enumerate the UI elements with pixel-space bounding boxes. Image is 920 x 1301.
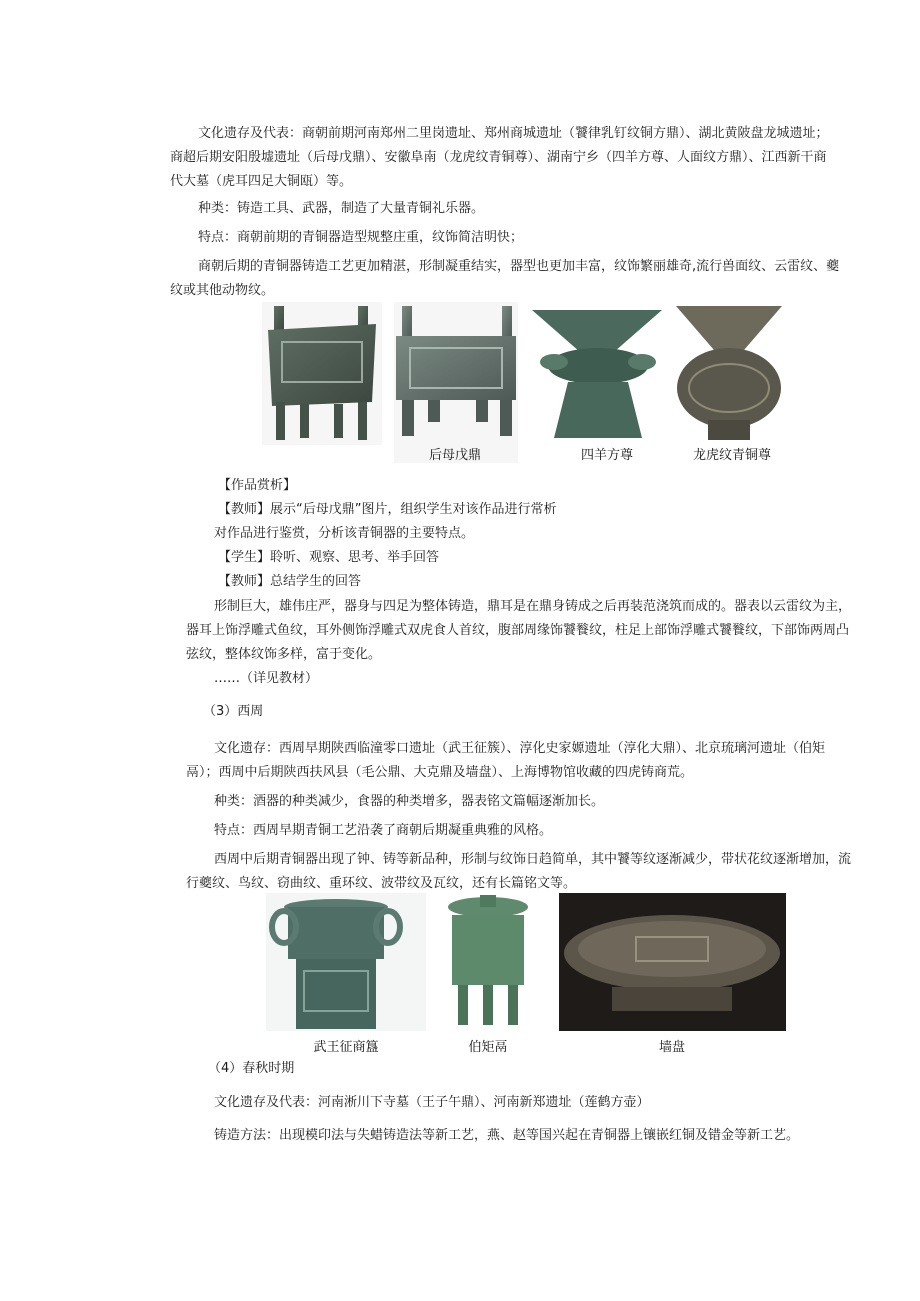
caption-wuwang-gui: 武王征商簋 xyxy=(313,1040,379,1055)
summary-line-1: 形制巨大，雄伟庄严，器身与四足为整体铸造，鼎耳是在鼎身铸成之后再装范浇筑而成的。器表以云雷纹为主， xyxy=(214,599,852,614)
wz-features: 特点：西周早期青铜工艺沿袭了商朝后期凝重典雅的风格。 xyxy=(214,823,553,838)
houmuwu-ding-illustration xyxy=(394,302,518,463)
caption-four-ram-zun: 四羊方尊 xyxy=(580,448,633,463)
teacher-show: 【教师】展示“后母戊鼎”图片，组织学生对该作品进行常析 xyxy=(218,502,557,517)
qiang-pan-illustration xyxy=(559,893,786,1031)
sa-casting: 铸造方法：出现模印法与失蜡铸造法等新工艺，燕、赵等国兴起在青铜器上镶嵌红铜及错金等新工艺。 xyxy=(214,1128,800,1143)
shang-culture-line-2: 商超后期安阳殷墟遗址（后母戊鼎）、安徽阜南（龙虎纹青铜尊）、湖南宁乡（四羊方尊、人面纹方鼎）、江西新干商 xyxy=(170,150,827,165)
shang-bronze-image-strip xyxy=(262,302,787,463)
ding-1-illustration xyxy=(262,302,382,445)
appreciation-task: 对作品进行鉴赏，分析该青铜器的主要特点。 xyxy=(214,526,475,541)
appreciation-heading: 【作品赏析】 xyxy=(218,478,297,493)
wz-culture-line-2: 鬲）；西周中后期陕西扶风县（毛公鼎、大克鼎及墙盘）、上海博物馆收藏的四虎铸商荒。 xyxy=(186,765,694,780)
summary-line-2: 器耳上饰浮雕式鱼纹，耳外侧饰浮雕式双虎食人首纹，腹部周缘饰饕餮纹，柱足上部饰浮雕式饕餮纹，下部饰两周凸 xyxy=(186,623,850,638)
wz-late-line-2: 行夔纹、鸟纹、窃曲纹、重环纹、波带纹及瓦纹，还有长篇铭文等。 xyxy=(186,876,577,891)
summary-line-3: 弦纹，整体纹饰多样，富于变化。 xyxy=(186,647,382,662)
teacher-summary: 【教师】总结学生的回答 xyxy=(218,574,362,589)
spring-autumn-heading: （4）春秋时期 xyxy=(208,1061,295,1076)
dragon-tiger-zun-illustration xyxy=(672,302,787,463)
see-textbook: ……（详见教材） xyxy=(214,671,319,686)
shang-kinds: 种类：铸造工具、武器，制造了大量青铜礼乐器。 xyxy=(198,201,485,216)
shang-features: 特点：商朝前期的青铜器造型规整庄重，纹饰简洁明快； xyxy=(198,230,524,245)
shang-late-line-2: 纹或其他动物纹。 xyxy=(170,283,275,298)
wz-kinds: 种类：酒器的种类减少，食器的种类增多，器表铭文篇幅逐渐加长。 xyxy=(214,794,605,809)
student-activity: 【学生】聆听、观察、思考、举手回答 xyxy=(218,550,440,565)
wuwang-gui-illustration xyxy=(266,893,426,1031)
shang-culture-line-3: 代大墓（虎耳四足大铜瓯）等。 xyxy=(170,174,353,189)
caption-houmuwu-ding: 后母戊鼎 xyxy=(428,448,481,463)
wz-late-line-1: 西周中后期青铜器出现了钟、铸等新品种，形制与纹饰日趋简单，其中饕等纹逐渐减少，带状花纹逐渐增加，流 xyxy=(214,852,852,867)
western-zhou-heading: （3）西周 xyxy=(203,704,264,719)
shang-late-line-1: 商朝后期的青铜器铸造工艺更加精湛，形制凝重结实，器型也更加丰富，纹饰繁丽雄奇,流行兽面纹、云雷纹、夔 xyxy=(198,259,840,274)
wz-culture-line-1: 文化遗存：西周早期陕西临潼零口遗址（武王征簇）、淳化史家嫄遗址（淳化大鼎）、北京琉璃河遗址（伯矩 xyxy=(214,741,826,756)
four-ram-zun-illustration xyxy=(528,302,668,463)
boju-li-illustration xyxy=(438,893,548,1031)
western-zhou-bronze-image-strip xyxy=(266,893,786,1031)
caption-boju-li: 伯矩鬲 xyxy=(468,1040,508,1055)
caption-dragon-tiger-zun: 龙虎纹青铜尊 xyxy=(692,448,771,463)
sa-culture: 文化遗存及代表：河南淅川下寺墓（王子午鼎）、河南新郑遗址（莲鹤方壶） xyxy=(214,1095,650,1110)
shang-culture-line-1: 文化遗存及代表：商朝前期河南郑州二里岗遗址、郑州商城遗址（饕律乳钉纹铜方鼎）、湖北黄陂盘龙城遗址； xyxy=(198,126,829,141)
caption-qiang-pan: 墙盘 xyxy=(658,1040,685,1055)
